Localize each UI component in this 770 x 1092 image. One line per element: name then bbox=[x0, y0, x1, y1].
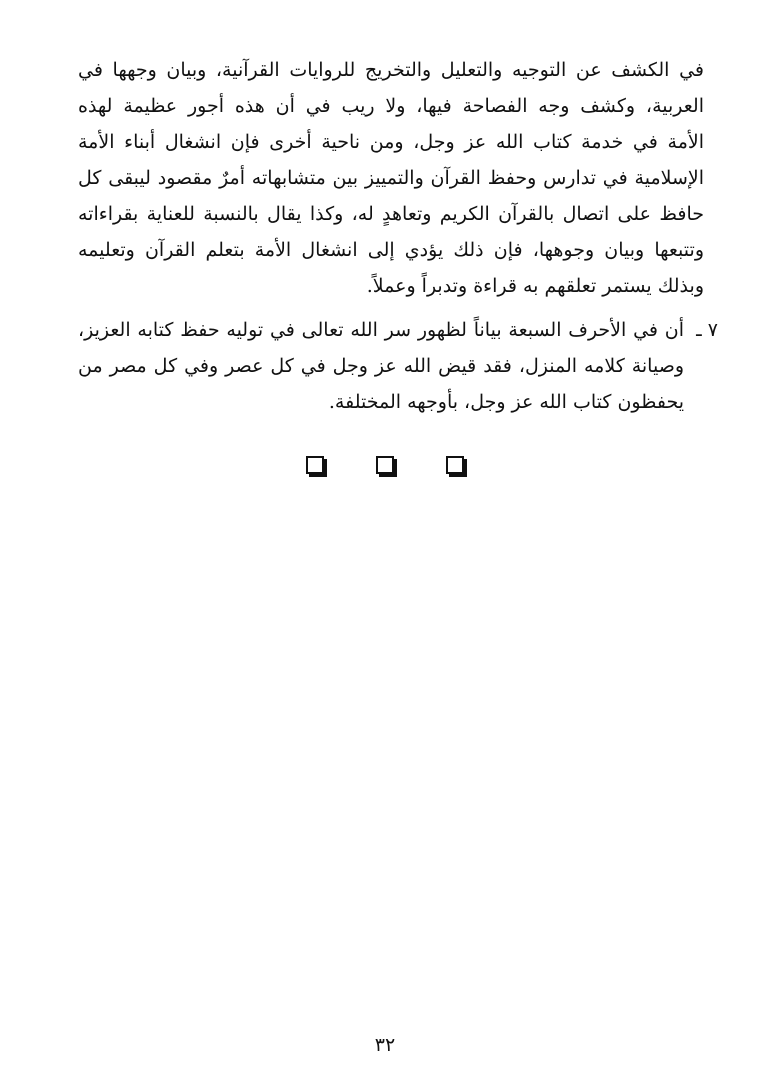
item-text bbox=[78, 312, 684, 420]
item-line: وصيانة كلامه المنزل، فقد قيض الله عز وجل في كل عصر وفي كل مصر من bbox=[78, 355, 684, 377]
page-number: ٣٢ bbox=[374, 1034, 396, 1056]
box-icon bbox=[446, 456, 464, 474]
paragraph-line: العربية، وكشف وجه الفصاحة فيها، ولا ريب في أن هذه أجور عظيمة لهذه bbox=[78, 95, 704, 117]
main-paragraph bbox=[78, 52, 704, 304]
paragraph-line: في الكشف عن التوجيه والتعليل والتخريج للروايات القرآنية، وبيان وجهها في bbox=[78, 59, 704, 81]
paragraph-line: الأمة في خدمة كتاب الله عز وجل، ومن ناحية أخرى فإن انشغال أبناء الأمة bbox=[78, 131, 704, 153]
paragraph-line: وتتبعها وبيان وجوهها، فإن ذلك يؤدي إلى انشغال الأمة بتعلم القرآن وتعليمه bbox=[78, 239, 704, 261]
box-icon bbox=[376, 456, 394, 474]
list-item-7 bbox=[78, 312, 718, 420]
item-number: ٧ ـ bbox=[696, 319, 718, 341]
paragraph-line: حافظ على اتصال بالقرآن الكريم وتعاهدٍ له، وكذا يقال بالنسبة للعناية بقراءاته bbox=[78, 203, 704, 225]
section-divider-ornament bbox=[0, 456, 770, 474]
item-line: يحفظون كتاب الله عز وجل، بأوجهه المختلفة. bbox=[328, 391, 684, 413]
item-line: أن في الأحرف السبعة بياناً لظهور سر الله تعالى في توليه حفظ كتابه العزيز، bbox=[78, 319, 684, 341]
box-icon bbox=[306, 456, 324, 474]
paragraph-line: وبذلك يستمر تعلقهم به قراءة وتدبراً وعملاً. bbox=[366, 275, 704, 297]
paragraph-line: الإسلامية في تدارس وحفظ القرآن والتمييز بين متشابهاته أمرٌ مقصود ليبقى كل bbox=[78, 167, 704, 189]
